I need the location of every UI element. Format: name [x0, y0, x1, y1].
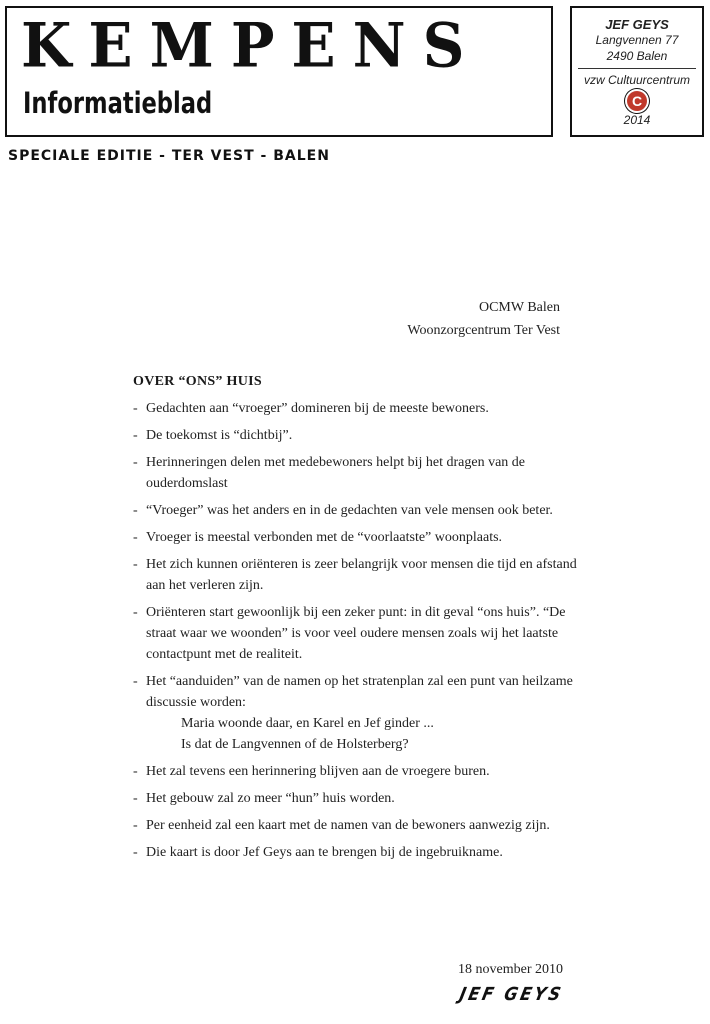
publisher-org: vzw Cultuurcentrum [583, 73, 691, 87]
article [133, 374, 593, 869]
list-item: - Vroeger is meestal verbonden met de “voorlaatste” woonplaats. [133, 527, 593, 548]
list-item: - “Vroeger” was het anders en in de gedachten van vele mensen ook beter. [133, 500, 593, 521]
copyright-icon: C [627, 91, 647, 111]
publisher-name: JEF GEYS [605, 17, 669, 32]
edition-heading: SPECIALE EDITIE - TER VEST - BALEN [8, 148, 330, 164]
address-line-1: OCMW Balen [478, 300, 560, 315]
address-line-2: Woonzorgcentrum Ter Vest [407, 323, 560, 338]
indented-quote-1: Maria woonde daar, en Karel en Jef ginder ... [181, 716, 434, 731]
masthead [5, 6, 553, 137]
list-item: - Het zich kunnen oriënteren is zeer belangrijk voor mensen die tijd en afstand aan het verleren zijn. [133, 554, 593, 596]
handwritten-signature: JEF GEYS [457, 984, 566, 1005]
publisher-city: 2490 Balen [606, 49, 668, 63]
list-item-text: Het “aanduiden” van de namen op het stratenplan zal een punt van heilzame discussie worden: [146, 674, 573, 710]
masthead-subtitle: Informatieblad [23, 86, 213, 120]
list-item: - Oriënteren start gewoonlijk bij een zeker punt: in dit geval “ons huis”. “De straat waar we woonden” is voor veel oudere mensen zoals wij het laatste contactpunt met de realiteit. [133, 602, 593, 665]
list-item: - Herinneringen delen met medebewoners helpt bij het dragen van de ouderdomslast [133, 452, 593, 494]
publisher-street: Langvennen 77 [595, 33, 679, 47]
list-item: - Per eenheid zal een kaart met de namen van de bewoners aanwezig zijn. [133, 815, 593, 836]
list-item: - Het zal tevens een herinnering blijven aan de vroegere buren. [133, 761, 593, 782]
list-item-with-quote [133, 671, 593, 755]
list-item: - Die kaart is door Jef Geys aan te brengen bij de ingebruikname. [133, 842, 593, 863]
publisher-info-box [570, 6, 704, 137]
recipient-address [407, 296, 560, 342]
info-divider [578, 68, 696, 69]
masthead-brand: KEMPENS [21, 10, 482, 82]
list-item: - De toekomst is “dichtbij”. [133, 425, 593, 446]
indented-quote-2: Is dat de Langvennen of de Holsterberg? [181, 737, 409, 752]
list-item: - Gedachten aan “vroeger” domineren bij de meeste bewoners. [133, 398, 593, 419]
list-item: - Het gebouw zal zo meer “hun” huis worden. [133, 788, 593, 809]
article-title: OVER “ONS” HUIS [133, 374, 262, 389]
publisher-year: 2014 [623, 113, 651, 127]
article-list [133, 398, 593, 863]
signature-date: 18 november 2010 [458, 962, 563, 977]
